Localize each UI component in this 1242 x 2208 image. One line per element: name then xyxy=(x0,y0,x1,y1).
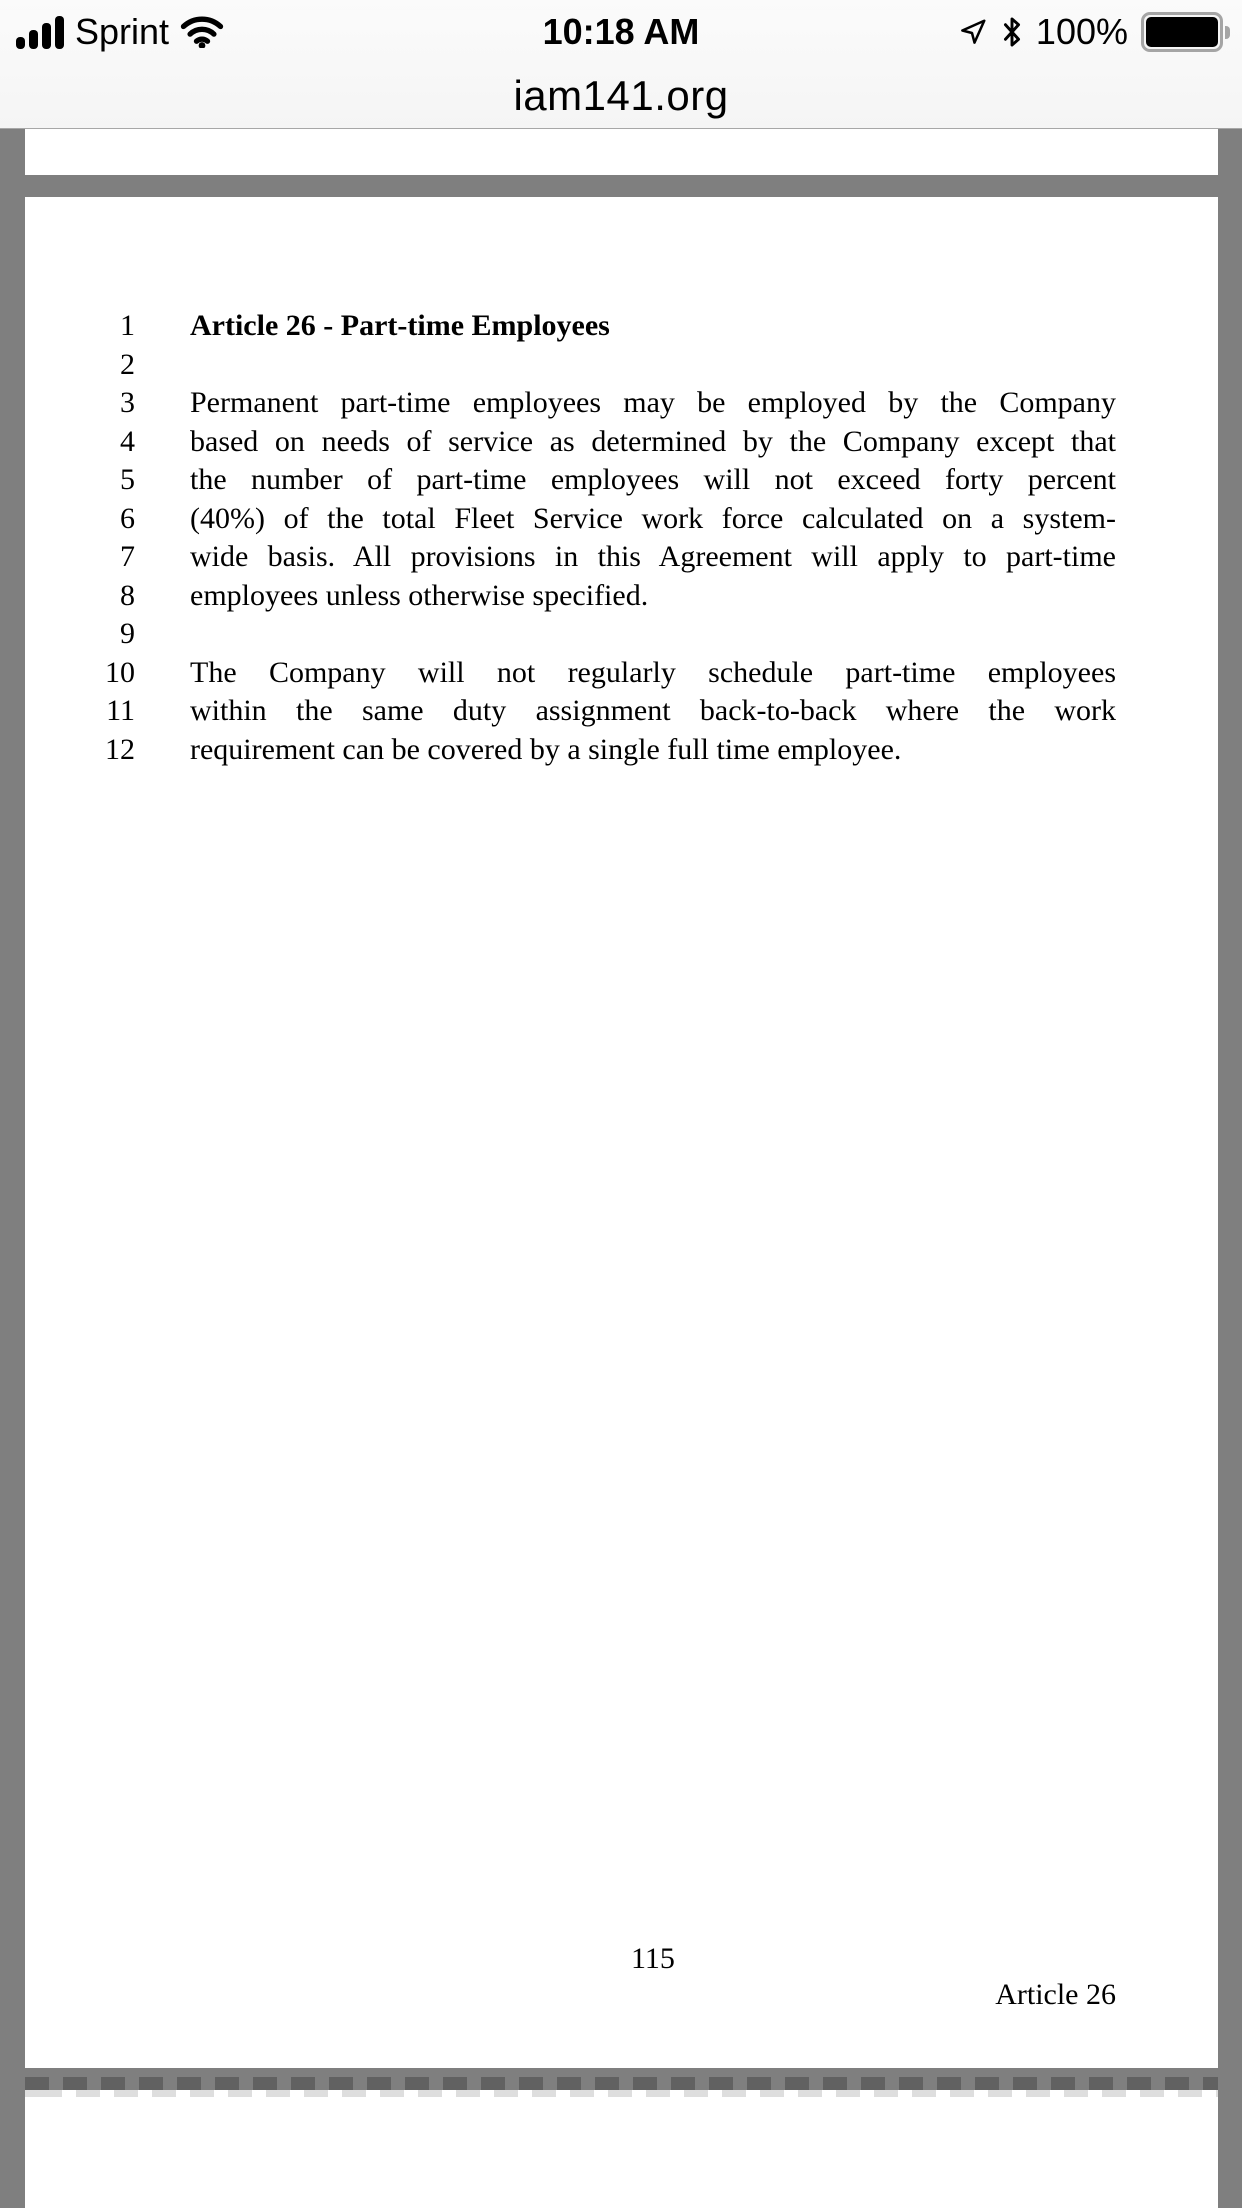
doc-line-number: 8 xyxy=(120,578,135,612)
doc-line-number: 3 xyxy=(120,386,135,419)
doc-line-text: the number of part-time employees will not exceed forty percent xyxy=(190,463,1116,496)
doc-line-text: Permanent part-time employees may be employed by the Company xyxy=(190,386,1116,419)
doc-line-text xyxy=(190,346,1116,385)
doc-line xyxy=(25,423,1218,462)
doc-line-number: 7 xyxy=(120,540,135,573)
doc-line-number: 4 xyxy=(120,424,135,458)
doc-line-text: within the same duty assignment back-to-back where the work xyxy=(190,694,1116,727)
footer-article-label: Article 26 xyxy=(995,1978,1116,2011)
doc-line-text: employees unless otherwise specified. xyxy=(190,578,649,612)
document-page xyxy=(25,197,1218,2068)
status-time: 10:18 AM xyxy=(542,11,700,52)
doc-line-text: wide basis. All provisions in this Agreement will apply to part-time xyxy=(190,540,1116,573)
doc-line xyxy=(25,692,1218,731)
doc-line-number: 6 xyxy=(120,501,135,535)
doc-line-number: 9 xyxy=(120,617,135,650)
doc-line xyxy=(25,307,1218,346)
battery-percent-label: 100% xyxy=(1035,11,1128,52)
doc-line xyxy=(25,654,1218,693)
doc-line-text: The Company will not regularly schedule part-time employees xyxy=(190,655,1116,689)
safari-header xyxy=(0,0,1242,129)
doc-line xyxy=(25,500,1218,539)
doc-line-number: 12 xyxy=(105,732,135,766)
page-cut-dashes-light xyxy=(25,2090,1218,2097)
status-bar-right xyxy=(958,0,1230,64)
url-bar[interactable] xyxy=(0,64,1242,128)
url-domain-label[interactable]: iam141.org xyxy=(513,72,729,119)
location-arrow-icon xyxy=(958,17,988,47)
doc-line xyxy=(25,346,1218,385)
doc-line-text: requirement can be covered by a single full time employee. xyxy=(190,732,902,766)
document-text-block xyxy=(25,307,1218,769)
doc-line-text: (40%) of the total Fleet Service work force calculated on a system- xyxy=(190,501,1116,535)
pdf-viewer-scroll-area[interactable] xyxy=(0,129,1242,2208)
bluetooth-icon xyxy=(1001,16,1023,48)
doc-line xyxy=(25,577,1218,616)
doc-line xyxy=(25,538,1218,577)
doc-line-text: Article 26 - Part-time Employees xyxy=(190,309,610,342)
doc-line-number: 1 xyxy=(120,309,135,342)
next-page-top-edge xyxy=(25,2090,1218,2208)
page-number: 115 xyxy=(631,1942,675,1975)
doc-line-number: 2 xyxy=(120,347,135,381)
doc-line-number: 5 xyxy=(120,463,135,496)
doc-line xyxy=(25,731,1218,770)
doc-line-text xyxy=(190,615,1116,654)
doc-line-number: 10 xyxy=(105,655,135,689)
doc-line xyxy=(25,384,1218,423)
carrier-name: Sprint xyxy=(75,11,170,52)
battery-icon xyxy=(1141,12,1230,52)
doc-line-text: based on needs of service as determined by the Company except that xyxy=(190,424,1116,458)
doc-line xyxy=(25,615,1218,654)
doc-line xyxy=(25,461,1218,500)
doc-line-number: 11 xyxy=(106,694,135,727)
previous-page-bottom-edge xyxy=(25,129,1218,175)
status-bar xyxy=(0,0,1242,64)
page-cut-dashes xyxy=(25,2077,1218,2090)
